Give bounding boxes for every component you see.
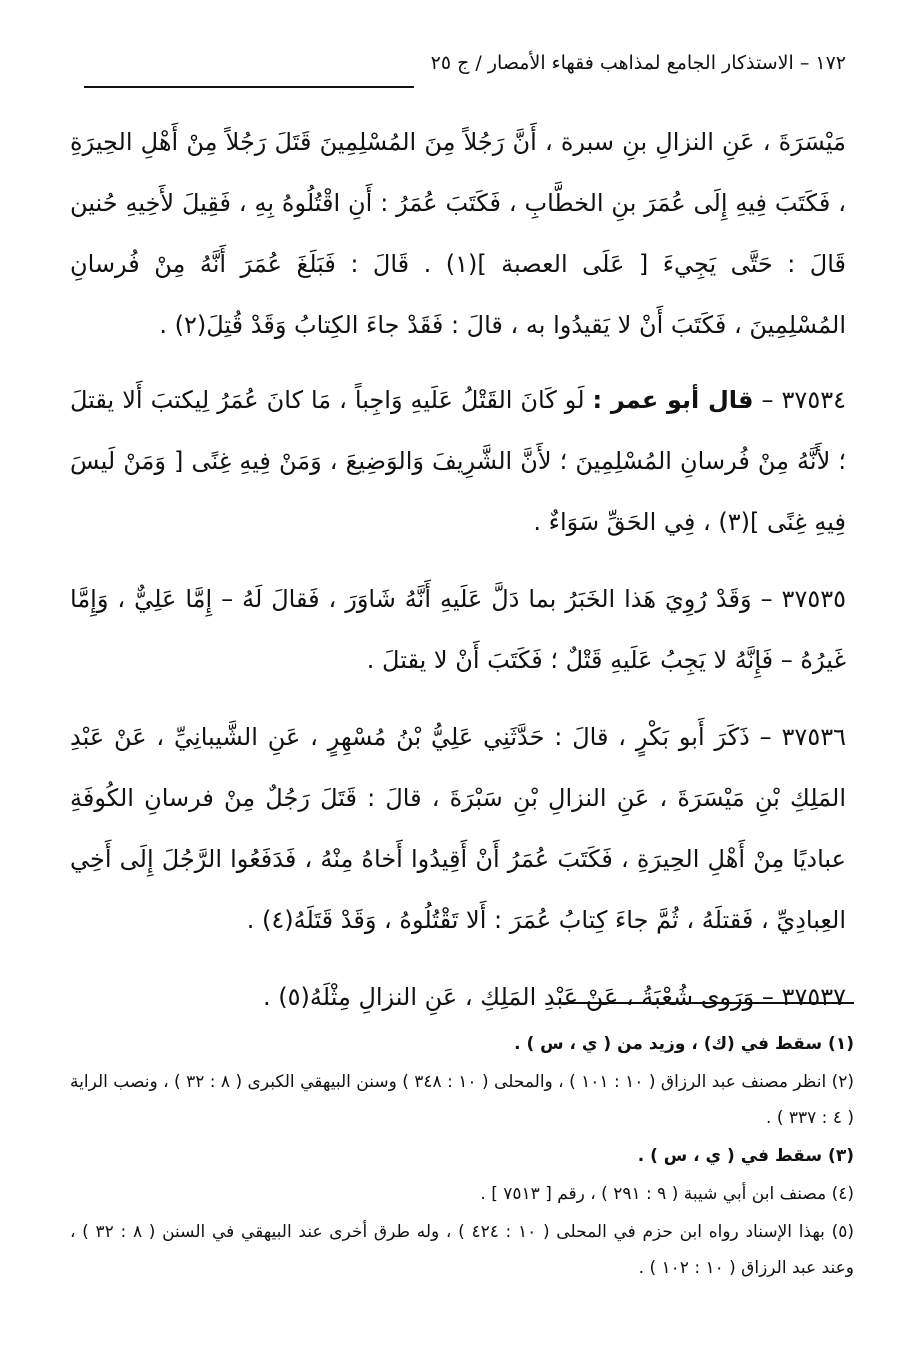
footnote-2: (٢) انظر مصنف عبد الرزاق ( ١٠ : ١٠١ ) ، والمحلى ( ١٠ : ٣٤٨ ) وسنن البيهقي الكبرى ( ٨ : ٣٢ ) ، ونصب الراية ( ٤ : ٣٣٧ ) . [70, 1072, 855, 1128]
dash: – [754, 983, 774, 1011]
paragraph-text: لَو كَانَ القَتْلُ عَلَيهِ وَاجِباً ، مَا كانَ عُمَرُ لِيكتبَ أَلا يقتلَ ؛ لأَنَّهُ مِنْ فُرسانِ المُسْلِمِينَ ؛ لأَنَّ الشَّرِيفَ وَالوَضِيعَ ، وَمَنْ فِيهِ غِنًى [ وَمَنْ لَيسَ فِيهِ غِنًى ](٣) ، فِي الحَقِّ سَوَاءٌ . [70, 386, 846, 536]
footnotes [70, 1026, 854, 1288]
paragraph-37534 [70, 370, 846, 553]
dash: – [753, 386, 774, 414]
paragraph-text: وَقَدْ رُوِيَ هَذا الخَبَرُ بما دَلَّ عَلَيهِ أَنَّهُ شَاوَرَ ، فَقالَ لَهُ – إِمَّا عَلِيٌّ ، وَإِمَّا غَيرُهُ – فَإِنَّهُ لا يَجِبُ عَلَيهِ قَتْلٌ ؛ فَكَتَبَ أَنْ لا يقتلَ . [70, 585, 846, 674]
paragraph-continuation [70, 112, 846, 356]
footnote-rule [562, 1002, 854, 1004]
header-rule [84, 86, 414, 88]
paragraph-lead: قال أبو عمر : [592, 386, 754, 414]
footnote-4: (٤) مصنف ابن أبي شيبة ( ٩ : ٢٩١ ) ، رقم [ ٧٥١٣ ] . [480, 1184, 854, 1204]
paragraph-text: وَرَوى شُعْبَةُ ، عَنْ عَبْدِ المَلِكِ ، عَنِ النزالِ مِثْلَهُ(٥) . [263, 983, 755, 1011]
paragraph-number: ٣٧٥٣٧ [781, 983, 846, 1011]
main-text [70, 112, 846, 1044]
footnote-1: (١) سقط في (ك) ، وزيد من ( ي ، س ) . [514, 1034, 854, 1054]
dash: – [749, 723, 772, 751]
paragraph-number: ٣٧٥٣٤ [781, 386, 846, 414]
running-head: ١٧٢ – الاستذكار الجامع لمذاهب فقهاء الأمصار / ج ٢٥ [430, 52, 846, 74]
footnote-3: (٣) سقط في ( ي ، س ) . [637, 1146, 854, 1166]
footnote-5: (٥) بهذا الإسناد رواه ابن حزم في المحلى ( ١٠ : ٤٢٤ ) ، وله طرق أخرى عند البيهقي في السنن ( ٨ : ٣٢ ) ، وعند عبد الرزاق ( ١٠ : ١٠٢ ) . [70, 1222, 855, 1278]
dash: – [751, 585, 773, 613]
paragraph-37537 [70, 967, 846, 1028]
paragraph-37535 [70, 569, 846, 691]
paragraph-number: ٣٧٥٣٥ [781, 585, 846, 613]
paragraph-number: ٣٧٥٣٦ [781, 723, 846, 751]
paragraph-text: مَيْسَرَةَ ، عَنِ النزالِ بنِ سبرة ، أَنَّ رَجُلاً مِنَ المُسْلِمِينَ قَتَلَ رَجُلاً مِنْ أَهْلِ الحِيرَةِ ، فَكَتَبَ فِيهِ إِلَى عُمَرَ بنِ الخطَّابِ ، فَكَتَبَ عُمَرُ : أَنِ اقْتُلُوهُ بِهِ ، فَقِيلَ لأَخِيهِ حُنين قَالَ : حَتَّى يَجِيءَ [ عَلَى العصبة ](١) . قَالَ : فَبَلَغَ عُمَرَ أَنَّهُ مِنْ فُرسانِ المُسْلِمِينَ ، فَكَتَبَ أَنْ لا يَقيدُوا به ، قالَ : فَقَدْ جاءَ الكِتابُ وَقَدْ قُتِلَ(٢) . [70, 128, 847, 339]
paragraph-37536 [70, 707, 846, 951]
paragraph-text: ذَكَرَ أَبو بَكْرٍ ، قالَ : حَدَّثَنِي عَلِيُّ بْنُ مُسْهِرٍ ، عَنِ الشَّيبانِيِّ ، عَنْ عَبْدِ المَلِكِ بْنِ مَيْسَرَةَ ، عَنِ النزالِ بْنِ سَبْرَةَ ، قالَ : قَتَلَ رَجُلٌ مِنْ فرسانِ الكُوفَةِ عباديًا مِنْ أَهْلِ الحِيرَةِ ، فَكَتَبَ عُمَرُ أَنْ أَقِيدُوا أَخاهُ مِنْهُ ، فَدَفَعُوا الرَّجُلَ إِلَى أَخِي العِبادِيِّ ، فَقتلَهُ ، ثُمَّ جاءَ كِتابُ عُمَرَ : أَلا تَقْتُلُوهُ ، وَقَدْ قَتَلَهُ(٤) . [70, 723, 846, 934]
